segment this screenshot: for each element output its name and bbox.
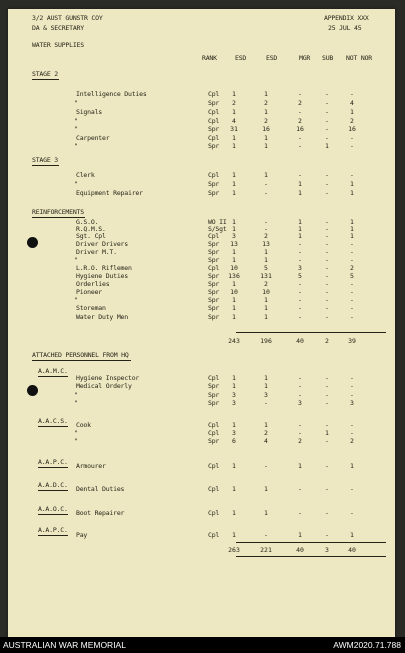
section-title: REINFORCEMENTS <box>32 208 84 216</box>
row-value: - <box>264 218 268 226</box>
row-label: Pioneer <box>76 288 102 296</box>
row-label: Hygiene Duties <box>76 272 128 280</box>
row-label: " <box>74 399 78 407</box>
grand-total: 263 <box>228 546 240 554</box>
row-label: Equipment Repairer <box>76 189 143 197</box>
row-value: 5 <box>298 272 302 280</box>
section-title: STAGE 3 <box>32 156 58 164</box>
row-value: - <box>325 134 329 142</box>
row-value: - <box>350 421 354 429</box>
section-subtitle: A.A.P.C. <box>38 526 68 534</box>
row-value: - <box>325 374 329 382</box>
row-value: 2 <box>264 232 268 240</box>
row-value: - <box>298 313 302 321</box>
row-rank: Cpl <box>208 117 220 125</box>
row-value: - <box>350 171 354 179</box>
row-label: Signals <box>76 108 102 116</box>
column-header-5: SUB <box>322 54 334 62</box>
row-value: - <box>298 304 302 312</box>
column-header-rank: RANK <box>202 54 217 62</box>
row-value: 1 <box>232 225 236 233</box>
row-value: - <box>350 288 354 296</box>
section-total: 39 <box>348 337 356 345</box>
row-rank: Spr <box>208 189 220 197</box>
row-value: - <box>325 240 329 248</box>
row-value: - <box>298 374 302 382</box>
column-header-6: NOT NOR <box>346 54 372 62</box>
row-rank: S/Sgt <box>208 225 227 233</box>
row-value: - <box>264 180 268 188</box>
total-rule <box>236 332 386 333</box>
row-value: 1 <box>232 108 236 116</box>
row-value: - <box>325 382 329 390</box>
section-subtitle: A.A.P.C. <box>38 458 68 466</box>
row-value: 1 <box>264 90 268 98</box>
row-rank: Cpl <box>208 108 220 116</box>
row-label: Armourer <box>76 462 106 470</box>
row-value: 5 <box>350 272 354 280</box>
row-value: 1 <box>350 189 354 197</box>
row-value: - <box>350 90 354 98</box>
row-value: 2 <box>264 280 268 288</box>
row-value: 2 <box>350 437 354 445</box>
row-rank: Cpl <box>208 374 220 382</box>
row-label: " <box>74 117 78 125</box>
footer-accession: AWM2020.71.788 <box>333 640 401 650</box>
row-value: - <box>298 485 302 493</box>
row-label: " <box>74 296 78 304</box>
row-value: - <box>325 288 329 296</box>
row-value: 2 <box>350 117 354 125</box>
row-value: 1 <box>232 462 236 470</box>
row-rank: Spr <box>208 142 220 150</box>
row-value: - <box>325 225 329 233</box>
document-page <box>8 9 395 637</box>
grand-total: 221 <box>260 546 272 554</box>
row-value: 1 <box>298 232 302 240</box>
row-value: 1 <box>298 225 302 233</box>
row-value: 1 <box>264 142 268 150</box>
row-value: 1 <box>264 313 268 321</box>
row-rank: Cpl <box>208 232 220 240</box>
row-value: 13 <box>262 240 270 248</box>
row-value: - <box>325 280 329 288</box>
row-label: Medical Orderly <box>76 382 132 390</box>
row-value: - <box>325 218 329 226</box>
column-header-3: ESD <box>266 54 278 62</box>
row-value: 1 <box>325 142 329 150</box>
row-value: - <box>350 374 354 382</box>
row-value: 1 <box>232 256 236 264</box>
row-value: - <box>325 485 329 493</box>
row-value: - <box>325 313 329 321</box>
row-value: 1 <box>350 180 354 188</box>
row-value: - <box>325 272 329 280</box>
row-label: Clerk <box>76 171 95 179</box>
row-value: 1 <box>350 232 354 240</box>
row-rank: Spr <box>208 248 220 256</box>
row-value: - <box>298 421 302 429</box>
row-value: - <box>350 382 354 390</box>
row-value: 1 <box>232 189 236 197</box>
row-value: 2 <box>298 117 302 125</box>
grand-total-rule <box>236 542 386 543</box>
row-value: 1 <box>350 218 354 226</box>
row-value: - <box>325 399 329 407</box>
row-label: Driver M.T. <box>76 248 117 256</box>
row-value: - <box>350 134 354 142</box>
grand-total-rule-bottom <box>236 556 386 557</box>
row-value: 1 <box>232 374 236 382</box>
row-rank: Spr <box>208 288 220 296</box>
row-rank: Cpl <box>208 264 220 272</box>
row-rank: Spr <box>208 240 220 248</box>
row-value: 10 <box>262 288 270 296</box>
row-value: 1 <box>264 171 268 179</box>
row-value: - <box>298 108 302 116</box>
row-label: Hygiene Inspector <box>76 374 140 382</box>
row-value: - <box>298 142 302 150</box>
row-value: 1 <box>264 421 268 429</box>
row-label: G.S.O. <box>76 218 99 226</box>
row-value: 1 <box>350 225 354 233</box>
row-value: 10 <box>230 288 238 296</box>
row-rank: Cpl <box>208 171 220 179</box>
section-total: 196 <box>260 337 272 345</box>
section-total: 40 <box>296 337 304 345</box>
row-value: - <box>298 134 302 142</box>
grand-total: 40 <box>296 546 304 554</box>
row-value: - <box>350 280 354 288</box>
section-total: 243 <box>228 337 240 345</box>
row-value: 2 <box>264 117 268 125</box>
row-value: - <box>325 232 329 240</box>
header-left-1: 3/2 AUST GUNSTR COY <box>32 14 103 22</box>
section-title-underline <box>32 79 59 80</box>
row-value: - <box>264 462 268 470</box>
row-rank: Spr <box>208 313 220 321</box>
row-value: 1 <box>232 280 236 288</box>
row-value: - <box>350 304 354 312</box>
row-label: " <box>74 99 78 107</box>
row-label: Sgt. Cpl <box>76 232 106 240</box>
row-value: 1 <box>350 108 354 116</box>
row-rank: Cpl <box>208 509 220 517</box>
header-left-3: WATER SUPPLIES <box>32 41 84 49</box>
grand-total: 40 <box>348 546 356 554</box>
row-value: 1 <box>232 313 236 321</box>
row-value: - <box>350 240 354 248</box>
row-rank: Spr <box>208 180 220 188</box>
row-rank: Spr <box>208 280 220 288</box>
row-value: - <box>298 429 302 437</box>
row-label: " <box>74 125 78 133</box>
row-value: 131 <box>260 272 272 280</box>
row-value: 31 <box>230 125 238 133</box>
row-value: 3 <box>232 232 236 240</box>
row-value: - <box>325 180 329 188</box>
row-value: 2 <box>264 429 268 437</box>
row-value: - <box>350 391 354 399</box>
row-value: - <box>325 189 329 197</box>
row-value: 1 <box>264 374 268 382</box>
row-value: 2 <box>350 264 354 272</box>
row-value: - <box>325 117 329 125</box>
row-value: 1 <box>232 180 236 188</box>
row-value: 4 <box>232 117 236 125</box>
row-rank: Cpl <box>208 429 220 437</box>
row-value: - <box>298 391 302 399</box>
row-value: - <box>298 90 302 98</box>
row-rank: Spr <box>208 304 220 312</box>
row-value: - <box>350 142 354 150</box>
row-value: 3 <box>350 399 354 407</box>
row-label: Carpenter <box>76 134 110 142</box>
row-label: " <box>74 429 78 437</box>
row-value: - <box>298 240 302 248</box>
row-value: - <box>350 248 354 256</box>
row-value: 2 <box>298 437 302 445</box>
footer-bar <box>0 637 405 653</box>
row-rank: Cpl <box>208 134 220 142</box>
section-total: 2 <box>325 337 329 345</box>
row-value: 3 <box>232 391 236 399</box>
row-value: 1 <box>232 134 236 142</box>
row-value: 136 <box>228 272 240 280</box>
row-value: 6 <box>232 437 236 445</box>
header-left-2: DA & SECRETARY <box>32 24 84 32</box>
row-value: 1 <box>232 509 236 517</box>
row-label: " <box>74 142 78 150</box>
section-subtitle: A.A.M.C. <box>38 367 68 375</box>
row-value: 3 <box>298 399 302 407</box>
row-value: 1 <box>232 296 236 304</box>
row-value: 1 <box>232 248 236 256</box>
row-rank: Cpl <box>208 531 220 539</box>
row-value: 1 <box>325 429 329 437</box>
row-value: - <box>350 509 354 517</box>
header-right-1: APPENDIX XXX <box>324 14 369 22</box>
row-value: - <box>325 90 329 98</box>
row-value: - <box>264 225 268 233</box>
section-subtitle-underline <box>38 535 68 536</box>
row-value: - <box>298 288 302 296</box>
row-rank: WO II <box>208 218 227 226</box>
row-value: 10 <box>230 264 238 272</box>
row-rank: Spr <box>208 256 220 264</box>
section-subtitle-underline <box>38 467 68 468</box>
header-right-2: 25 JUL 45 <box>328 24 362 32</box>
row-rank: Cpl <box>208 421 220 429</box>
row-label: R.Q.M.S. <box>76 225 106 233</box>
section-subtitle: A.A.C.S. <box>38 417 68 425</box>
row-value: 2 <box>232 99 236 107</box>
row-value: - <box>350 256 354 264</box>
row-label: Storeman <box>76 304 106 312</box>
row-value: - <box>350 313 354 321</box>
row-rank: Spr <box>208 399 220 407</box>
row-rank: Spr <box>208 296 220 304</box>
row-value: 3 <box>264 391 268 399</box>
row-value: 2 <box>298 99 302 107</box>
row-value: 1 <box>264 382 268 390</box>
section-title-underline <box>32 165 59 166</box>
row-label: Pay <box>76 531 88 539</box>
row-rank: Cpl <box>208 90 220 98</box>
punch-hole <box>27 237 38 248</box>
row-value: 1 <box>298 218 302 226</box>
section-subtitle: A.A.O.C. <box>38 505 68 513</box>
row-value: 1 <box>350 462 354 470</box>
row-value: 3 <box>232 429 236 437</box>
row-value: 1 <box>298 462 302 470</box>
row-value: 5 <box>264 264 268 272</box>
row-value: 3 <box>232 399 236 407</box>
row-value: - <box>350 485 354 493</box>
row-value: 1 <box>232 421 236 429</box>
row-label: Dental Duties <box>76 485 125 493</box>
section-subtitle-underline <box>38 426 68 427</box>
row-value: - <box>325 108 329 116</box>
row-value: - <box>298 509 302 517</box>
row-value: - <box>325 171 329 179</box>
row-value: 1 <box>264 248 268 256</box>
row-value: 1 <box>232 485 236 493</box>
row-value: - <box>298 280 302 288</box>
row-value: - <box>264 399 268 407</box>
row-rank: Cpl <box>208 462 220 470</box>
row-value: - <box>325 304 329 312</box>
row-value: 1 <box>264 256 268 264</box>
row-value: - <box>325 256 329 264</box>
row-rank: Spr <box>208 391 220 399</box>
row-value: 1 <box>232 304 236 312</box>
row-value: 1 <box>264 296 268 304</box>
row-label: " <box>74 437 78 445</box>
row-label: Orderlies <box>76 280 110 288</box>
row-value: 1 <box>264 509 268 517</box>
column-header-2: ESD <box>235 54 247 62</box>
row-value: - <box>325 264 329 272</box>
row-rank: Spr <box>208 125 220 133</box>
row-value: 1 <box>350 531 354 539</box>
grand-total: 3 <box>325 546 329 554</box>
row-value: - <box>325 437 329 445</box>
row-value: 1 <box>232 171 236 179</box>
row-value: - <box>325 391 329 399</box>
row-value: - <box>264 531 268 539</box>
row-label: Boot Repairer <box>76 509 125 517</box>
column-header-4: MGR <box>299 54 311 62</box>
section-title: ATTACHED PERSONNEL FROM HQ <box>32 351 129 359</box>
punch-hole <box>27 385 38 396</box>
row-value: 16 <box>348 125 356 133</box>
row-value: 16 <box>296 125 304 133</box>
section-subtitle-underline <box>38 490 68 491</box>
row-rank: Spr <box>208 437 220 445</box>
row-value: - <box>325 462 329 470</box>
row-rank: Cpl <box>208 485 220 493</box>
row-value: 1 <box>232 90 236 98</box>
row-value: 1 <box>232 382 236 390</box>
row-value: 1 <box>232 531 236 539</box>
section-subtitle: A.A.D.C. <box>38 481 68 489</box>
row-label: Driver Drivers <box>76 240 128 248</box>
section-title: STAGE 2 <box>32 70 58 78</box>
row-value: 1 <box>232 218 236 226</box>
row-label: " <box>74 391 78 399</box>
row-value: 1 <box>232 142 236 150</box>
row-rank: Spr <box>208 272 220 280</box>
row-value: - <box>325 248 329 256</box>
row-label: Cook <box>76 421 91 429</box>
row-value: - <box>325 421 329 429</box>
row-value: - <box>350 296 354 304</box>
row-value: - <box>298 248 302 256</box>
row-value: - <box>350 429 354 437</box>
row-label: " <box>74 180 78 188</box>
row-value: 1 <box>264 304 268 312</box>
section-subtitle-underline <box>38 514 68 515</box>
footer-credit: AUSTRALIAN WAR MEMORIAL <box>3 640 126 650</box>
section-title-underline <box>32 360 131 361</box>
row-value: - <box>298 256 302 264</box>
row-label: Water Duty Men <box>76 313 128 321</box>
row-value: 4 <box>350 99 354 107</box>
row-label: Intelligence Duties <box>76 90 147 98</box>
row-value: 1 <box>298 189 302 197</box>
row-value: 4 <box>264 437 268 445</box>
row-value: 16 <box>262 125 270 133</box>
row-value: - <box>264 189 268 197</box>
row-rank: Spr <box>208 99 220 107</box>
row-value: - <box>298 171 302 179</box>
row-label: " <box>74 256 78 264</box>
row-value: - <box>325 531 329 539</box>
row-value: 1 <box>298 180 302 188</box>
row-label: L.R.O. Riflemen <box>76 264 132 272</box>
row-value: 3 <box>298 264 302 272</box>
row-value: 1 <box>264 485 268 493</box>
row-value: - <box>325 99 329 107</box>
row-value: - <box>325 296 329 304</box>
row-value: 1 <box>264 108 268 116</box>
row-value: 1 <box>264 134 268 142</box>
row-value: - <box>298 382 302 390</box>
row-value: - <box>325 509 329 517</box>
row-value: - <box>325 125 329 133</box>
row-value: - <box>298 296 302 304</box>
row-value: 13 <box>230 240 238 248</box>
section-subtitle-underline <box>38 376 68 377</box>
row-value: 1 <box>298 531 302 539</box>
row-rank: Spr <box>208 382 220 390</box>
row-value: 2 <box>264 99 268 107</box>
